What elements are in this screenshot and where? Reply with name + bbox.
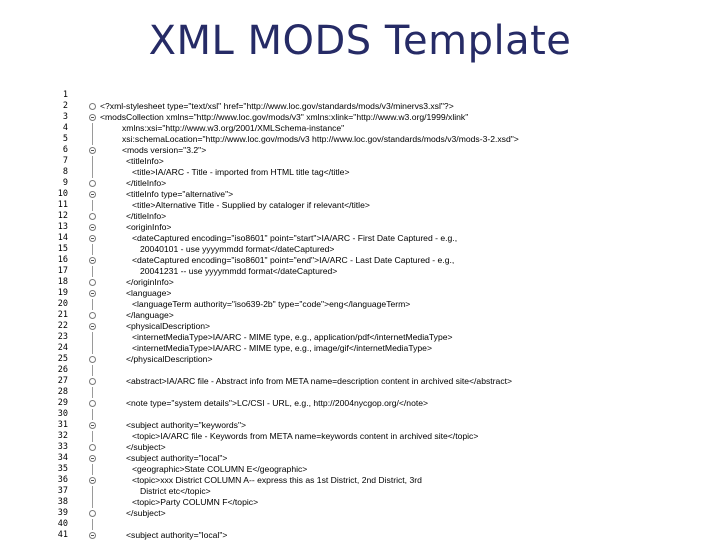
code-line	[48, 332, 720, 343]
fold-toggle-icon[interactable]	[89, 257, 96, 264]
code-line	[48, 101, 720, 112]
code-line	[48, 244, 720, 255]
code-text: <subject authority="local">	[126, 453, 228, 463]
code-line	[48, 134, 720, 145]
code-line	[48, 123, 720, 134]
line-number: 6	[62, 145, 68, 155]
line-number: 35	[57, 464, 68, 474]
fold-guide-line	[92, 200, 93, 211]
fold-end-icon	[89, 213, 96, 220]
line-number: 14	[57, 233, 68, 243]
code-line	[48, 156, 720, 167]
fold-end-icon	[89, 378, 96, 385]
code-line	[48, 266, 720, 277]
code-line	[48, 299, 720, 310]
fold-toggle-icon[interactable]	[89, 323, 96, 330]
code-text: <internetMediaType>IA/ARC - MIME type, e.g., application/pdf</internetMediaType>	[132, 332, 453, 342]
fold-toggle-icon[interactable]	[89, 422, 96, 429]
code-text: <?xml-stylesheet type="text/xsl" href="http://www.loc.gov/standards/mods/v3/minervs3.xsl"?>	[100, 101, 454, 111]
fold-toggle-icon[interactable]	[89, 290, 96, 297]
fold-guide-line	[92, 409, 93, 420]
code-line	[48, 200, 720, 211]
line-number: 34	[57, 453, 68, 463]
fold-guide-line	[92, 332, 93, 343]
line-number: 38	[57, 497, 68, 507]
code-text: <geographic>State COLUMN E</geographic>	[132, 464, 308, 474]
code-line	[48, 255, 720, 266]
code-line	[48, 211, 720, 222]
fold-guide-line	[92, 156, 93, 167]
code-text: xmlns:xsi="http://www.w3.org/2001/XMLSchema-instance"	[122, 123, 345, 133]
line-number: 19	[57, 288, 68, 298]
code-line	[48, 189, 720, 200]
code-line	[48, 222, 720, 233]
line-number: 20	[57, 299, 68, 309]
fold-end-icon	[89, 103, 96, 110]
code-text: </subject>	[126, 442, 166, 452]
code-line	[48, 343, 720, 354]
code-line	[48, 453, 720, 464]
fold-toggle-icon[interactable]	[89, 224, 96, 231]
code-text: <note type="system details">LC/CSI - URL, e.g., http://2004nycgop.org/</note>	[126, 398, 429, 408]
fold-toggle-icon[interactable]	[89, 191, 96, 198]
line-number: 21	[57, 310, 68, 320]
line-number: 18	[57, 277, 68, 287]
line-number: 41	[57, 530, 68, 540]
fold-end-icon	[89, 400, 96, 407]
code-text: <dateCaptured encoding="iso8601" point="end">IA/ARC - Last Date Captured - e.g.,	[132, 255, 455, 265]
fold-toggle-icon[interactable]	[89, 455, 96, 462]
line-number: 37	[57, 486, 68, 496]
line-number: 36	[57, 475, 68, 485]
code-line	[48, 420, 720, 431]
code-text: <mods version="3.2">	[122, 145, 207, 155]
line-number: 22	[57, 321, 68, 331]
line-number: 31	[57, 420, 68, 430]
code-line	[48, 376, 720, 387]
line-number: 40	[57, 519, 68, 529]
code-text: <language>	[126, 288, 172, 298]
code-text: </subject>	[126, 508, 166, 518]
fold-toggle-icon[interactable]	[89, 147, 96, 154]
code-line	[48, 178, 720, 189]
code-line	[48, 321, 720, 332]
code-line	[48, 464, 720, 475]
code-text: 20041231 -- use yyyymmdd format</dateCaptured>	[140, 266, 338, 276]
xml-code-editor[interactable]	[48, 90, 720, 540]
code-line	[48, 486, 720, 497]
line-number: 2	[62, 101, 68, 111]
fold-toggle-icon[interactable]	[89, 114, 96, 121]
fold-guide-line	[92, 266, 93, 277]
fold-guide-line	[92, 167, 93, 178]
code-text: <title>Alternative Title - Supplied by cataloger if relevant</title>	[132, 200, 370, 210]
code-text: <internetMediaType>IA/ARC - MIME type, e.g., image/gif</internetMediaType>	[132, 343, 432, 353]
fold-guide-line	[92, 387, 93, 398]
line-number: 33	[57, 442, 68, 452]
code-text: <title>IA/ARC - Title - imported from HTML title tag</title>	[132, 167, 350, 177]
code-line	[48, 310, 720, 321]
fold-end-icon	[89, 510, 96, 517]
code-text: <subject authority="local">	[126, 530, 228, 540]
line-number: 15	[57, 244, 68, 254]
line-number: 11	[57, 200, 68, 210]
fold-guide-line	[92, 134, 93, 145]
fold-guide-line	[92, 431, 93, 442]
fold-guide-line	[92, 343, 93, 354]
code-text: <originInfo>	[126, 222, 172, 232]
code-text: 20040101 - use yyyymmdd format</dateCaptured>	[140, 244, 335, 254]
code-line	[48, 398, 720, 409]
code-text: <languageTerm authority="iso639-2b" type="code">eng</languageTerm>	[132, 299, 411, 309]
code-text: <titleInfo>	[126, 156, 164, 166]
fold-guide-line	[92, 519, 93, 530]
fold-guide-line	[92, 464, 93, 475]
line-number: 1	[62, 90, 68, 100]
fold-guide-line	[92, 365, 93, 376]
line-number: 23	[57, 332, 68, 342]
code-text: District etc</topic>	[140, 486, 211, 496]
code-text: <physicalDescription>	[126, 321, 211, 331]
code-text: <topic>IA/ARC file - Keywords from META name=keywords content in archived site</topic>	[132, 431, 479, 441]
code-line	[48, 519, 720, 530]
code-text: <topic>Party COLUMN F</topic>	[132, 497, 259, 507]
fold-guide-line	[92, 123, 93, 134]
code-line	[48, 442, 720, 453]
code-line	[48, 475, 720, 486]
code-line	[48, 145, 720, 156]
code-text: </originInfo>	[126, 277, 174, 287]
fold-guide-line	[92, 244, 93, 255]
code-text: </titleInfo>	[126, 178, 167, 188]
code-text: <abstract>IA/ARC file - Abstract info from META name=description content in archived site</abstract>	[126, 376, 513, 386]
code-text: <topic>xxx District COLUMN A-- express this as 1st District, 2nd District, 3rd	[132, 475, 422, 485]
line-number: 5	[62, 134, 68, 144]
code-line	[48, 508, 720, 519]
code-line	[48, 431, 720, 442]
fold-end-icon	[89, 312, 96, 319]
fold-toggle-icon[interactable]	[89, 532, 96, 539]
code-line	[48, 167, 720, 178]
code-line	[48, 112, 720, 123]
code-text: </titleInfo>	[126, 211, 167, 221]
line-number: 26	[57, 365, 68, 375]
code-line	[48, 90, 720, 101]
slide-title: XML MODS Template	[148, 18, 572, 64]
line-number: 24	[57, 343, 68, 353]
line-number: 39	[57, 508, 68, 518]
line-number: 10	[57, 189, 68, 199]
fold-end-icon	[89, 180, 96, 187]
code-text: </physicalDescription>	[126, 354, 213, 364]
line-number: 27	[57, 376, 68, 386]
code-line	[48, 530, 720, 541]
line-number: 12	[57, 211, 68, 221]
fold-end-icon	[89, 356, 96, 363]
fold-end-icon	[89, 279, 96, 286]
line-number: 30	[57, 409, 68, 419]
code-line	[48, 409, 720, 420]
code-text: <modsCollection xmlns="http://www.loc.gov/mods/v3" xmlns:xlink="http://www.w3.org/1999/xlink"	[100, 112, 469, 122]
code-line	[48, 354, 720, 365]
line-number: 16	[57, 255, 68, 265]
code-line	[48, 277, 720, 288]
fold-guide-line	[92, 486, 93, 497]
code-line	[48, 233, 720, 244]
line-number: 4	[62, 123, 68, 133]
code-line	[48, 365, 720, 376]
code-text: <dateCaptured encoding="iso8601" point="start">IA/ARC - First Date Captured - e.g.,	[132, 233, 458, 243]
code-text: <subject authority="keywords">	[126, 420, 247, 430]
line-number: 32	[57, 431, 68, 441]
line-number: 9	[62, 178, 68, 188]
line-number: 29	[57, 398, 68, 408]
code-line	[48, 387, 720, 398]
fold-toggle-icon[interactable]	[89, 477, 96, 484]
line-number: 13	[57, 222, 68, 232]
line-number: 25	[57, 354, 68, 364]
code-line	[48, 288, 720, 299]
fold-toggle-icon[interactable]	[89, 235, 96, 242]
code-text: xsi:schemaLocation="http://www.loc.gov/mods/v3 http://www.loc.gov/standards/mods/v3/mods-3-2.xsd">	[122, 134, 519, 144]
line-number: 8	[62, 167, 68, 177]
fold-guide-line	[92, 299, 93, 310]
code-line	[48, 497, 720, 508]
line-number: 17	[57, 266, 68, 276]
line-number: 7	[62, 156, 68, 166]
code-text: </language>	[126, 310, 174, 320]
fold-end-icon	[89, 444, 96, 451]
line-number: 3	[62, 112, 68, 122]
line-number: 28	[57, 387, 68, 397]
code-text: <titleInfo type="alternative">	[126, 189, 234, 199]
fold-guide-line	[92, 497, 93, 508]
